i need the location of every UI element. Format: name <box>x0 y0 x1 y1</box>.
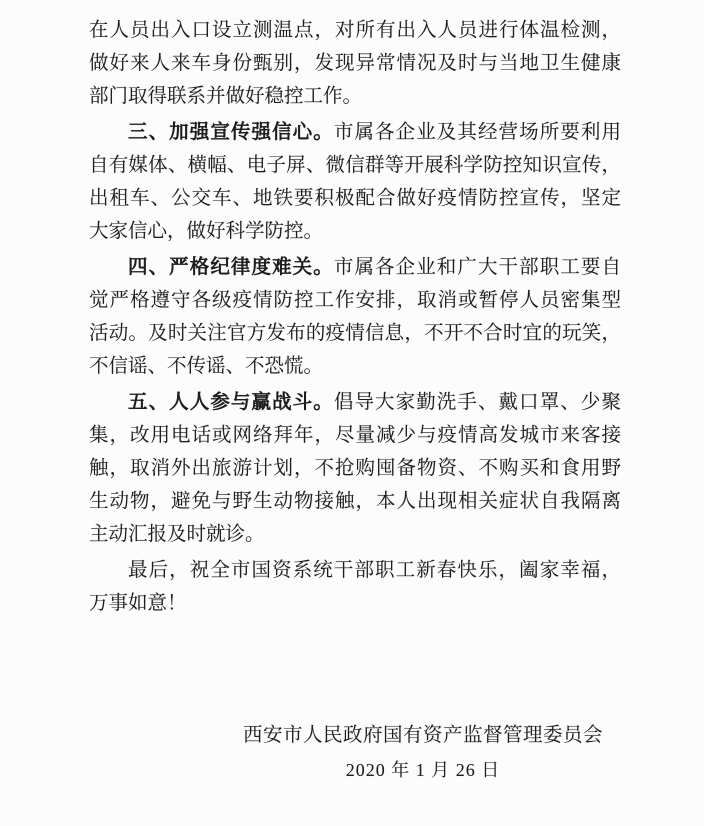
text-line: 万事如意！ <box>89 593 187 614</box>
text-line: 集，改用电话或网络拜年，尽量减少与疫情高发城市来客接 <box>89 425 621 446</box>
section-heading: 四、严格纪律度难关。 <box>128 257 334 278</box>
text-run: 市属各企业和广大干部职工要自 <box>333 257 621 278</box>
text-line <box>89 554 621 587</box>
paragraph <box>89 14 621 113</box>
text-line: 出租车、公交车、地铁要积极配合做好疫情防控宣传，坚定 <box>89 188 621 209</box>
text-line <box>89 386 621 419</box>
signature-block <box>242 719 604 787</box>
text-line: 主动汇报及时就诊。 <box>89 524 265 545</box>
paragraph <box>89 251 621 383</box>
text-line: 做好来人来车身份甄别，发现异常情况及时与当地卫生健康 <box>89 53 621 74</box>
text-line: 生动物，避免与野生动物接触，本人出现相关症状自我隔离 <box>89 491 621 512</box>
text-line: 不信谣、不传谣、不恐慌。 <box>89 356 324 377</box>
text-run: 最后，祝全市国资系统干部职工新春快乐，阖家幸福， <box>128 560 621 581</box>
text-line: 触，取消外出旅游计划，不抢购囤备物资、不购买和食用野 <box>89 458 621 479</box>
text-run: 市属各企业及其经营场所要利用 <box>333 122 621 143</box>
text-run: 在人员出入口设立测温点，对所有出入人员进行体温检测， <box>89 20 621 41</box>
paragraph <box>89 116 621 248</box>
text-line <box>89 251 621 284</box>
paragraph <box>89 386 621 551</box>
paragraph <box>89 554 621 620</box>
signature-date: 2020 年 1 月 26 日 <box>345 760 501 780</box>
text-line: 活动。及时关注官方发布的疫情信息，不开不合时宜的玩笑， <box>89 323 621 344</box>
text-line: 部门取得联系并做好稳控工作。 <box>89 86 363 107</box>
text-line <box>89 116 621 149</box>
signature-org: 西安市人民政府国有资产监督管理委员会 <box>242 725 603 746</box>
section-heading: 三、加强宣传强信心。 <box>128 122 334 143</box>
text-run: 倡导大家勤洗手、戴口罩、少聚 <box>333 392 621 413</box>
text-line: 大家信心，做好科学防控。 <box>89 221 324 242</box>
section-heading: 五、人人参与赢战斗。 <box>128 392 334 413</box>
text-line: 觉严格遵守各级疫情防控工作安排，取消或暂停人员密集型 <box>89 290 621 311</box>
text-line <box>89 14 621 47</box>
text-line: 自有媒体、横幅、电子屏、微信群等开展科学防控知识宣传， <box>89 155 621 176</box>
